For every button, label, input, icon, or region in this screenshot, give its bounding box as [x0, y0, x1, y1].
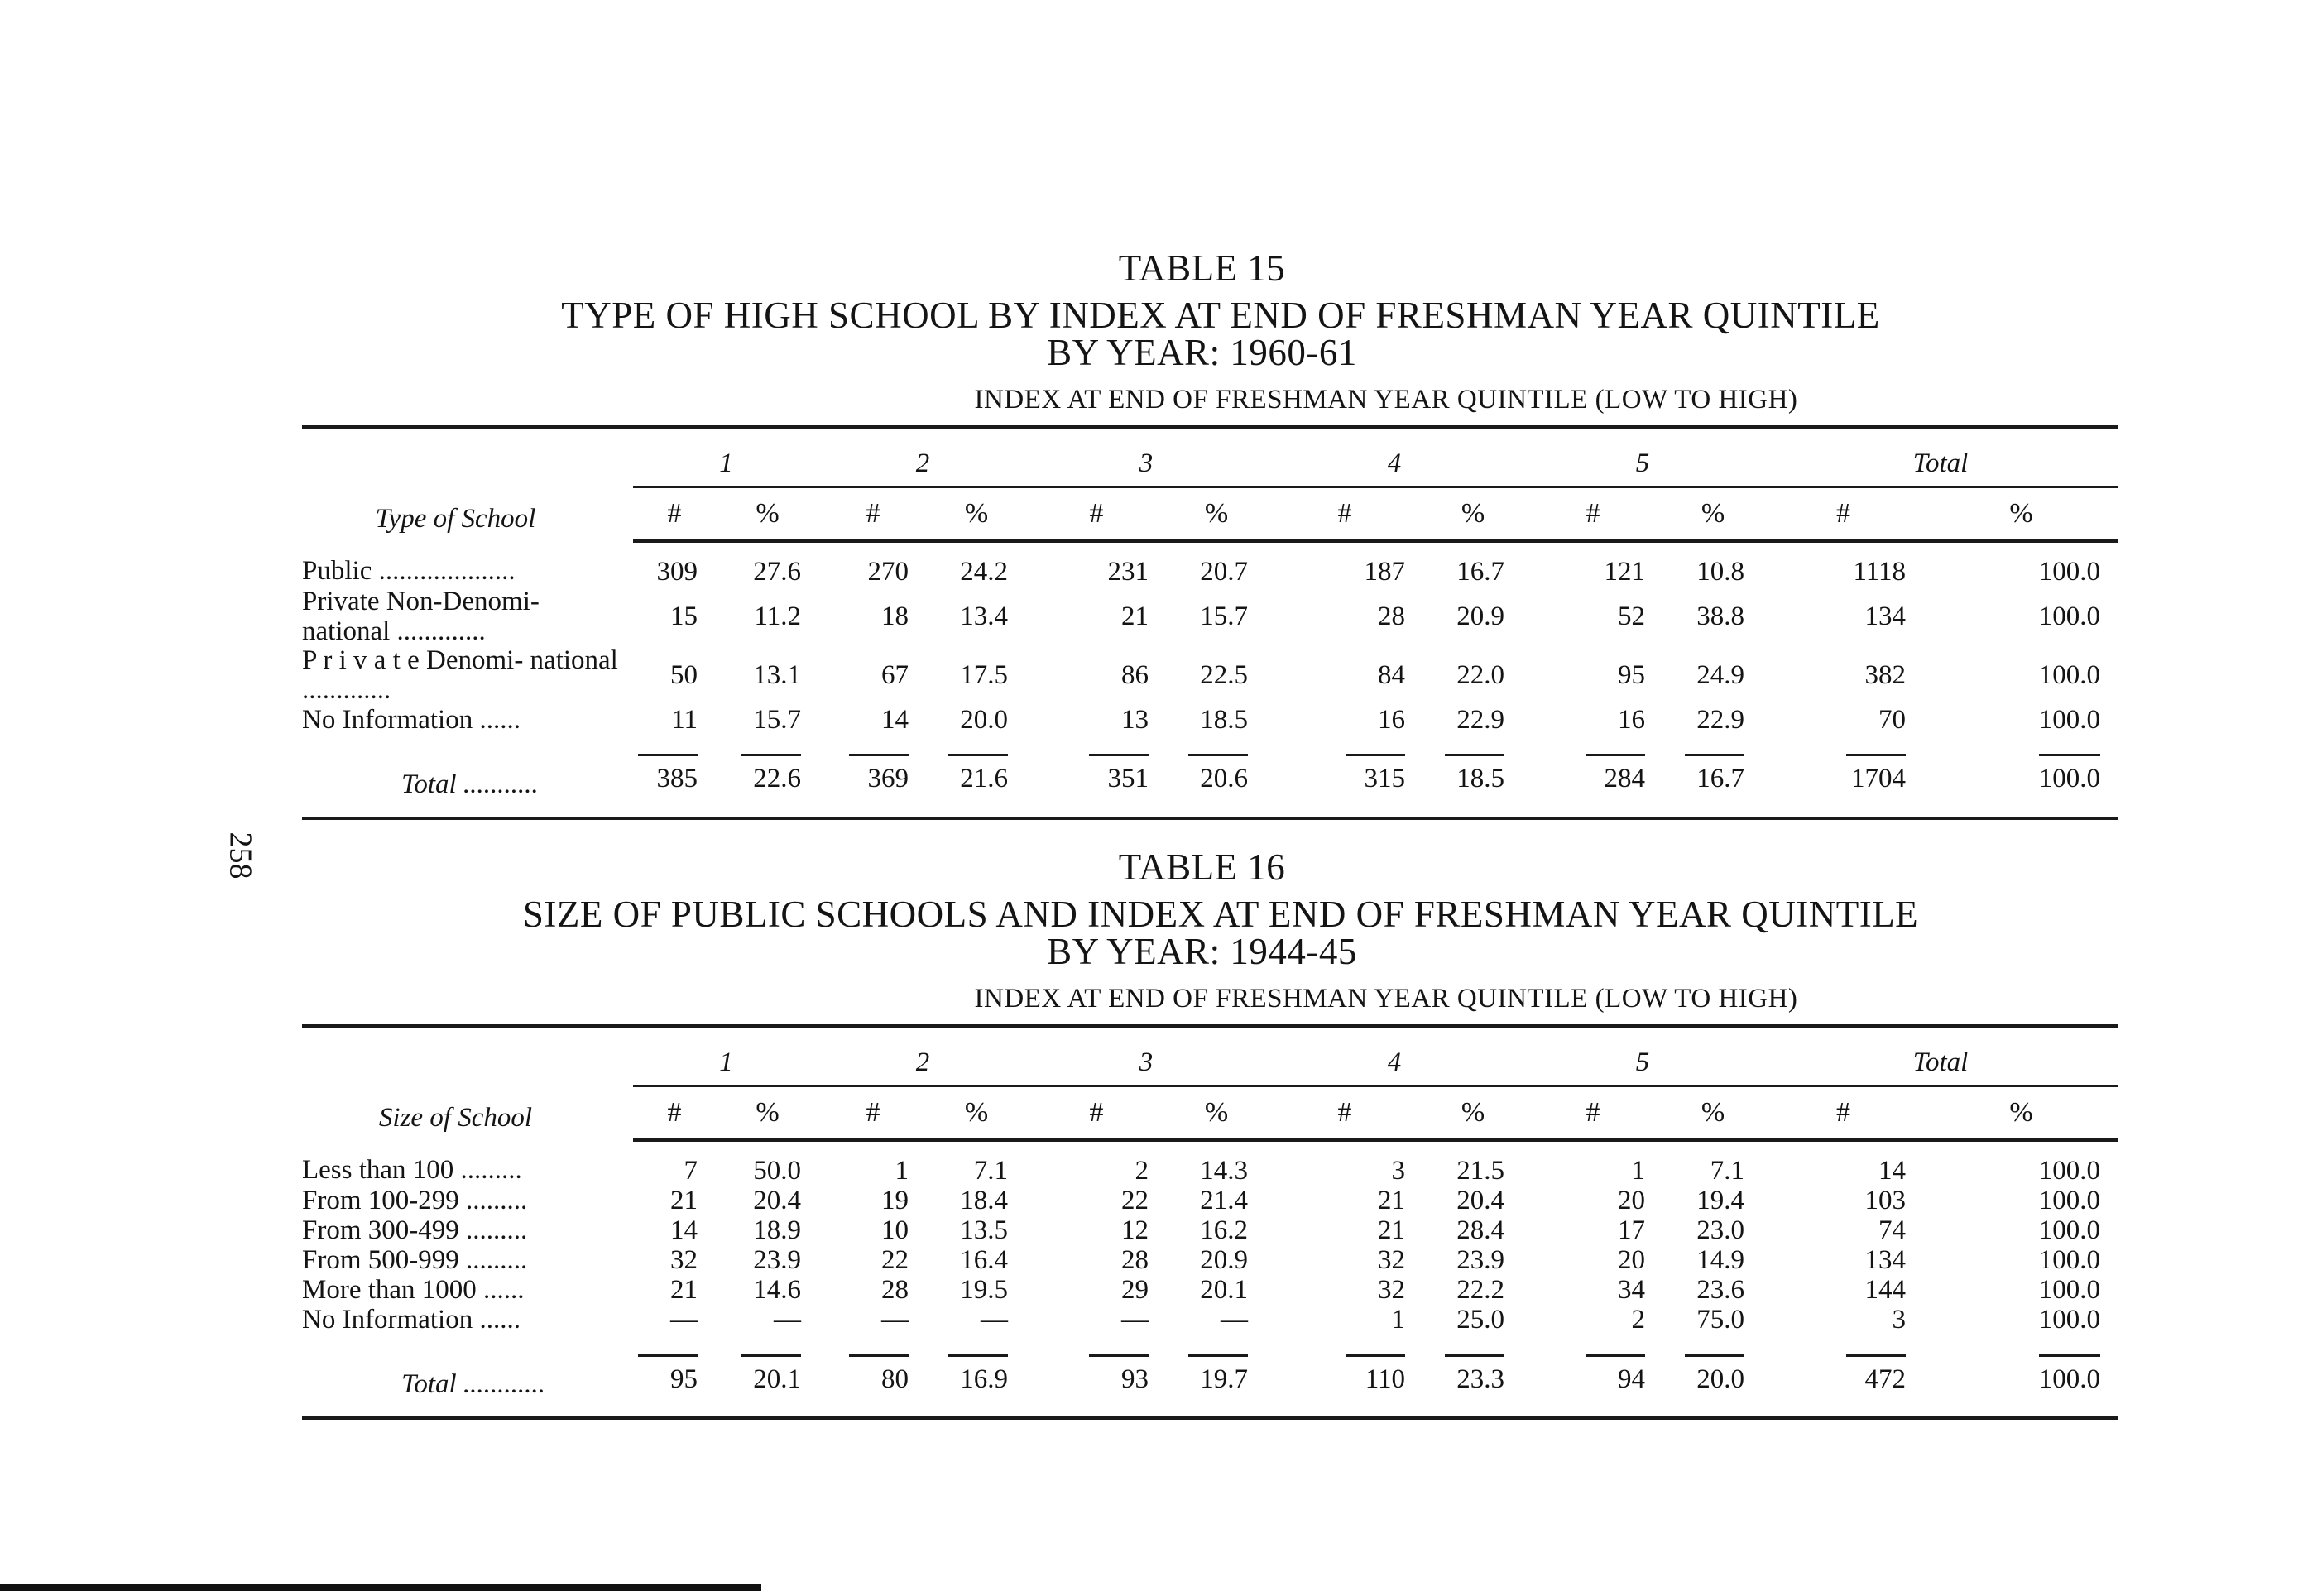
percent-cell: 27.6 — [753, 557, 801, 587]
row-label: No Information ...... — [302, 705, 521, 735]
percent-cell: 14.9 — [1696, 1245, 1744, 1276]
count-cell: 7 — [684, 1156, 698, 1186]
percent-cell: 14.3 — [1200, 1156, 1248, 1186]
table-row — [302, 706, 2118, 736]
percent-cell: 16.4 — [960, 1245, 1008, 1276]
percent-cell: 100.0 — [2038, 1305, 2101, 1335]
total-count-cell: 80 — [849, 1354, 909, 1395]
count-cell: 1 — [895, 1156, 909, 1186]
percent-cell: 100.0 — [2038, 704, 2101, 735]
count-cell: 144 — [1864, 1275, 1906, 1306]
percent-cell: 100.0 — [2038, 601, 2101, 631]
count-cell: 67 — [881, 660, 909, 691]
count-cell: 12 — [1121, 1215, 1149, 1246]
percent-header: % — [927, 1086, 1026, 1141]
percent-cell: — — [1221, 1305, 1248, 1335]
count-cell: 21 — [670, 1275, 698, 1306]
table-row — [302, 1140, 2118, 1186]
count-cell: 134 — [1864, 1245, 1906, 1276]
total-percent-cell: 21.6 — [948, 754, 1008, 794]
count-cell: 2 — [1631, 1305, 1645, 1335]
row-label: From 500-999 ......... — [302, 1246, 528, 1276]
percent-cell: 19.5 — [960, 1275, 1008, 1306]
count-cell: 32 — [1378, 1275, 1405, 1306]
total-percent-cell: 20.1 — [741, 1354, 801, 1395]
count-cell: 95 — [1618, 660, 1645, 691]
count-cell: 28 — [1378, 601, 1405, 631]
count-header: # — [1763, 487, 1924, 542]
row-label: P r i v a t e Denomi- national ............. — [302, 646, 618, 705]
data-table — [302, 1024, 2118, 1420]
percent-header: % — [1167, 1086, 1266, 1141]
count-cell: 3 — [1391, 1156, 1405, 1186]
percent-cell: 16.7 — [1456, 557, 1504, 587]
group-header: 3 — [1026, 1026, 1266, 1086]
percent-cell: — — [774, 1305, 801, 1335]
count-cell: 14 — [1878, 1156, 1906, 1186]
count-cell: 21 — [670, 1186, 698, 1216]
count-cell: 309 — [656, 557, 698, 587]
table-row — [302, 541, 2118, 587]
count-header: # — [1026, 1086, 1167, 1141]
total-label: Total ............ — [302, 1335, 633, 1418]
group-header: Total — [1763, 427, 2118, 487]
count-cell: — — [881, 1305, 909, 1335]
count-cell: 20 — [1618, 1245, 1645, 1276]
group-header: 1 — [633, 427, 819, 487]
total-label: Total ........... — [302, 736, 633, 818]
percent-cell: 20.9 — [1456, 601, 1504, 631]
percent-header: % — [1924, 487, 2118, 542]
table-number: TABLE 15 — [1118, 247, 1286, 289]
percent-cell: 24.9 — [1696, 660, 1744, 691]
count-cell: 22 — [1121, 1186, 1149, 1216]
count-cell: 21 — [1121, 601, 1149, 631]
index-header: INDEX AT END OF FRESHMAN YEAR QUINTILE (LOW TO HIGH) — [974, 385, 1798, 415]
count-cell: 2 — [1135, 1156, 1149, 1186]
count-cell: 18 — [881, 601, 909, 631]
total-percent-cell: 100.0 — [2039, 754, 2100, 794]
row-label: From 100-299 ......... — [302, 1186, 528, 1216]
percent-cell: 20.7 — [1200, 557, 1248, 587]
total-row — [302, 736, 2118, 818]
percent-header: % — [1663, 487, 1763, 542]
percent-cell: 20.0 — [960, 704, 1008, 735]
total-count-cell: 110 — [1346, 1354, 1405, 1395]
group-header: 5 — [1523, 427, 1763, 487]
percent-cell: 20.1 — [1200, 1275, 1248, 1306]
count-header: # — [1026, 487, 1167, 542]
percent-cell: 23.0 — [1696, 1215, 1744, 1246]
count-cell: 70 — [1878, 704, 1906, 735]
percent-cell: 50.0 — [753, 1156, 801, 1186]
row-label: No Information ...... — [302, 1306, 521, 1335]
percent-cell: 18.4 — [960, 1186, 1008, 1216]
count-cell: 382 — [1864, 660, 1906, 691]
percent-cell: 13.5 — [960, 1215, 1008, 1246]
percent-cell: 28.4 — [1456, 1215, 1504, 1246]
total-count-cell: 93 — [1089, 1354, 1149, 1395]
percent-cell: 18.5 — [1200, 704, 1248, 735]
count-cell: 11 — [671, 704, 698, 735]
count-cell: 121 — [1604, 557, 1645, 587]
percent-cell: 7.1 — [1710, 1156, 1744, 1186]
count-cell: 74 — [1878, 1215, 1906, 1246]
percent-cell: 25.0 — [1456, 1305, 1504, 1335]
table-subtitle: BY YEAR: 1944-45 — [1047, 931, 1357, 972]
group-header: Total — [1763, 1026, 2118, 1086]
count-cell: 50 — [670, 660, 698, 691]
row-label: Public .................... — [302, 556, 516, 587]
group-header: 4 — [1266, 1026, 1523, 1086]
count-cell: 52 — [1618, 601, 1645, 631]
count-cell: — — [670, 1305, 698, 1335]
count-header: # — [1523, 487, 1663, 542]
percent-cell: — — [981, 1305, 1008, 1335]
page-number: 258 — [223, 832, 258, 879]
count-cell: 84 — [1378, 660, 1405, 691]
count-cell: 1 — [1391, 1305, 1405, 1335]
row-header: Size of School — [302, 1026, 633, 1140]
total-percent-cell: 22.6 — [741, 754, 801, 794]
group-header: 1 — [633, 1026, 819, 1086]
row-label: From 300-499 ......... — [302, 1216, 528, 1246]
total-percent-cell: 20.0 — [1685, 1354, 1744, 1395]
count-cell: 21 — [1378, 1215, 1405, 1246]
percent-cell: 22.9 — [1456, 704, 1504, 735]
row-label: Less than 100 ......... — [302, 1155, 522, 1186]
total-count-cell: 472 — [1846, 1354, 1906, 1395]
total-count-cell: 95 — [638, 1354, 698, 1395]
count-cell: 16 — [1378, 704, 1405, 735]
count-cell: 28 — [1121, 1245, 1149, 1276]
table-row — [302, 1186, 2118, 1216]
table-title: TYPE OF HIGH SCHOOL BY INDEX AT END OF FRESHMAN YEAR QUINTILE — [561, 295, 1880, 336]
percent-header: % — [1167, 487, 1266, 542]
total-count-cell: 315 — [1346, 754, 1405, 794]
table-16 — [302, 846, 2102, 1420]
total-percent-cell: 18.5 — [1445, 754, 1504, 794]
table-row — [302, 1276, 2118, 1306]
percent-cell: 15.7 — [753, 704, 801, 735]
count-header: # — [819, 1086, 927, 1141]
total-count-cell: 369 — [849, 754, 909, 794]
total-count-cell: 385 — [638, 754, 698, 794]
count-cell: 22 — [881, 1245, 909, 1276]
data-table — [302, 425, 2118, 820]
percent-cell: 23.9 — [753, 1245, 801, 1276]
count-cell: 1118 — [1853, 557, 1906, 587]
percent-cell: 11.2 — [754, 601, 801, 631]
percent-header: % — [1423, 487, 1523, 542]
percent-header: % — [716, 1086, 819, 1141]
index-header: INDEX AT END OF FRESHMAN YEAR QUINTILE (LOW TO HIGH) — [974, 984, 1798, 1014]
total-percent-cell: 16.7 — [1685, 754, 1744, 794]
percent-cell: 16.2 — [1200, 1215, 1248, 1246]
count-cell: 14 — [881, 704, 909, 735]
count-header: # — [1266, 1086, 1423, 1141]
group-header: 5 — [1523, 1026, 1763, 1086]
count-header: # — [1266, 487, 1423, 542]
percent-cell: 20.4 — [753, 1186, 801, 1216]
percent-cell: 22.9 — [1696, 704, 1744, 735]
count-cell: 15 — [670, 601, 698, 631]
percent-header: % — [1924, 1086, 2118, 1141]
percent-cell: 18.9 — [753, 1215, 801, 1246]
count-cell: 1 — [1631, 1156, 1645, 1186]
total-count-cell: 351 — [1089, 754, 1149, 794]
percent-cell: 23.9 — [1456, 1245, 1504, 1276]
count-cell: 86 — [1121, 660, 1149, 691]
percent-header: % — [1663, 1086, 1763, 1141]
percent-header: % — [1423, 1086, 1523, 1141]
count-cell: 270 — [867, 557, 909, 587]
percent-cell: 24.2 — [960, 557, 1008, 587]
count-cell: 34 — [1618, 1275, 1645, 1306]
percent-header: % — [716, 487, 819, 542]
percent-cell: 13.4 — [960, 601, 1008, 631]
percent-cell: 22.2 — [1456, 1275, 1504, 1306]
percent-cell: 13.1 — [753, 660, 801, 691]
table-row — [302, 587, 2118, 646]
count-cell: 3 — [1892, 1305, 1906, 1335]
count-cell: 187 — [1364, 557, 1405, 587]
percent-cell: 19.4 — [1696, 1186, 1744, 1216]
percent-cell: 21.4 — [1200, 1186, 1248, 1216]
percent-cell: 100.0 — [2038, 557, 2101, 587]
count-header: # — [633, 1086, 716, 1141]
table-subtitle: BY YEAR: 1960-61 — [1047, 332, 1357, 373]
row-label: More than 1000 ...... — [302, 1276, 525, 1306]
count-cell: 231 — [1107, 557, 1149, 587]
percent-cell: 14.6 — [753, 1275, 801, 1306]
count-header: # — [1523, 1086, 1663, 1141]
table-row — [302, 1246, 2118, 1276]
group-header: 4 — [1266, 427, 1523, 487]
count-cell: 17 — [1618, 1215, 1645, 1246]
count-cell: 20 — [1618, 1186, 1645, 1216]
count-cell: 28 — [881, 1275, 909, 1306]
total-percent-cell: 16.9 — [948, 1354, 1008, 1395]
count-cell: 19 — [881, 1186, 909, 1216]
total-count-cell: 284 — [1586, 754, 1645, 794]
group-header: 3 — [1026, 427, 1266, 487]
percent-cell: 100.0 — [2038, 1156, 2101, 1186]
count-header: # — [819, 487, 927, 542]
table-number: TABLE 16 — [1118, 846, 1286, 888]
percent-cell: 100.0 — [2038, 1245, 2101, 1276]
percent-cell: 23.6 — [1696, 1275, 1744, 1306]
bottom-rule — [0, 1584, 761, 1591]
total-percent-cell: 23.3 — [1445, 1354, 1504, 1395]
count-cell: 14 — [670, 1215, 698, 1246]
percent-cell: 100.0 — [2038, 660, 2101, 691]
count-cell: 29 — [1121, 1275, 1149, 1306]
count-cell: 21 — [1378, 1186, 1405, 1216]
total-count-cell: 94 — [1586, 1354, 1645, 1395]
group-header: 2 — [819, 1026, 1026, 1086]
row-label: Private Non-Denomi- national ............. — [302, 587, 540, 646]
total-percent-cell: 20.6 — [1188, 754, 1248, 794]
count-cell: 16 — [1618, 704, 1645, 735]
percent-cell: 38.8 — [1696, 601, 1744, 631]
percent-cell: 22.5 — [1200, 660, 1248, 691]
percent-cell: 10.8 — [1696, 557, 1744, 587]
percent-cell: 22.0 — [1456, 660, 1504, 691]
percent-cell: 20.9 — [1200, 1245, 1248, 1276]
total-count-cell: 1704 — [1846, 754, 1906, 794]
percent-cell: 7.1 — [973, 1156, 1008, 1186]
row-header: Type of School — [302, 427, 633, 541]
percent-cell: 17.5 — [960, 660, 1008, 691]
group-header: 2 — [819, 427, 1026, 487]
total-percent-cell: 100.0 — [2039, 1354, 2100, 1395]
count-cell: 13 — [1121, 704, 1149, 735]
count-cell: — — [1121, 1305, 1149, 1335]
percent-cell: 100.0 — [2038, 1186, 2101, 1216]
count-header: # — [633, 487, 716, 542]
count-cell: 134 — [1864, 601, 1906, 631]
percent-cell: 75.0 — [1696, 1305, 1744, 1335]
table-row — [302, 1216, 2118, 1246]
percent-header: % — [927, 487, 1026, 542]
count-cell: 103 — [1864, 1186, 1906, 1216]
percent-cell: 15.7 — [1200, 601, 1248, 631]
percent-cell: 100.0 — [2038, 1275, 2101, 1306]
table-row — [302, 646, 2118, 705]
count-cell: 10 — [881, 1215, 909, 1246]
total-row — [302, 1335, 2118, 1418]
table-15 — [302, 247, 2102, 820]
count-cell: 32 — [670, 1245, 698, 1276]
count-cell: 32 — [1378, 1245, 1405, 1276]
total-percent-cell: 19.7 — [1188, 1354, 1248, 1395]
percent-cell: 20.4 — [1456, 1186, 1504, 1216]
percent-cell: 100.0 — [2038, 1215, 2101, 1246]
table-title: SIZE OF PUBLIC SCHOOLS AND INDEX AT END OF FRESHMAN YEAR QUINTILE — [522, 894, 1919, 935]
percent-cell: 21.5 — [1456, 1156, 1504, 1186]
table-row — [302, 1306, 2118, 1335]
count-header: # — [1763, 1086, 1924, 1141]
